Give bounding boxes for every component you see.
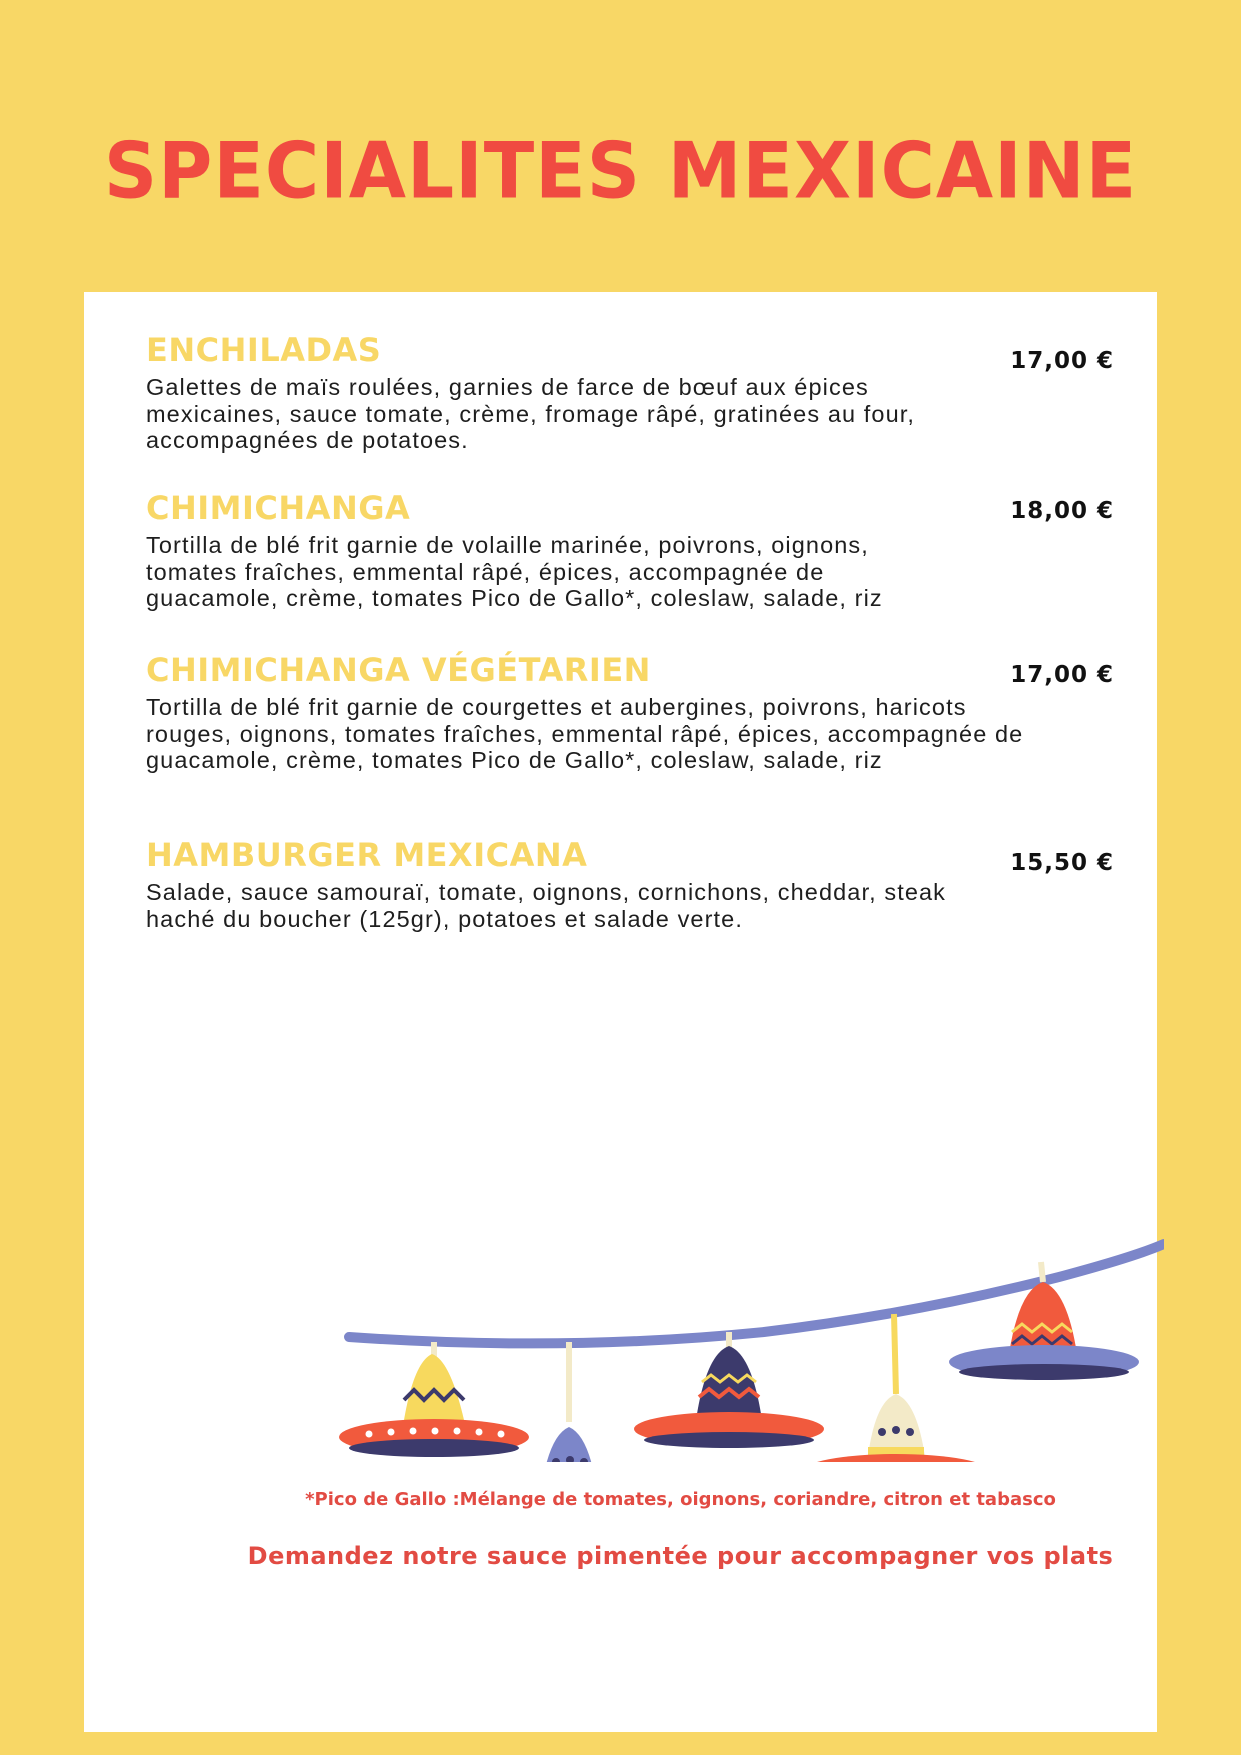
pico-de-gallo-footnote: *Pico de Gallo :Mélange de tomates, oignons, coriandre, citron et tabasco [305,1489,1056,1510]
item-name: CHIMICHANGA VÉGÉTARIEN [146,651,651,689]
spicy-sauce-note: Demandez notre sauce pimentée pour accompagner vos plats [247,1542,1114,1570]
sombrero-icon [949,1262,1139,1380]
item-description: Tortilla de blé frit garnie de volaille marinée, poivrons, oignons, tomates fraîches, emmental râpé, épices, accompagnée de guacamole, crème, tomates Pico de Gallo*, coleslaw, salade, riz [146,532,883,611]
item-price: 17,00 € [1010,662,1114,688]
item-description: Salade, sauce samouraï, tomate, oignons, cornichons, cheddar, steak haché du boucher (125gr), potatoes et salade verte. [146,879,947,932]
item-description: Tortilla de blé frit garnie de courgettes et aubergines, poivrons, haricots rouges, oignons, tomates fraîches, emmental râpé, épices, accompagnée de guacamole, crème, tomates Pico de Gallo*, coleslaw, salade, riz [146,694,1024,773]
item-name: CHIMICHANGA [146,489,411,527]
item-price: 15,50 € [1010,850,1114,876]
sombrero-garland-illustration [264,1032,1164,1462]
sombrero-icon [801,1314,991,1462]
page-title: SPECIALITES MEXICAINE [103,125,1138,217]
menu-card [84,292,1157,1732]
item-name: ENCHILADAS [146,331,382,369]
sombrero-icon [634,1332,824,1448]
item-price: 17,00 € [1010,348,1114,374]
item-name: HAMBURGER MEXICANA [146,836,588,874]
item-price: 18,00 € [1010,498,1114,524]
sombrero-icon [339,1342,529,1457]
item-description: Galettes de maïs roulées, garnies de farce de bœuf aux épices mexicaines, sauce tomate, crème, fromage râpé, gratinées au four, accompagnées de potatoes. [146,374,916,453]
